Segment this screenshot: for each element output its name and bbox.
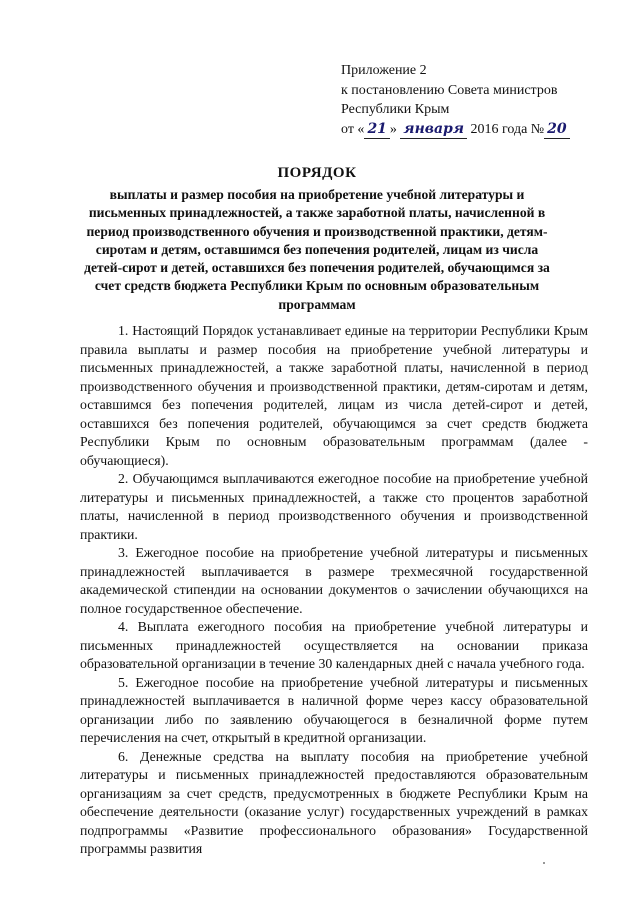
document-subtitle: выплаты и размер пособия на приобретение учебной литературы и письменных принадлежностей, а также заработной платы, начисленной в период производственного обучения и производственной практики, детям-сиротам и детям, оставшимся без попечения родителей, лицам из числа детей-сирот и детей, оставшихся без попечения родителей, обучающимся за счет средств бюджета Республики Крым по основным образовательным программам (84, 187, 550, 312)
date-prefix: от « (341, 121, 365, 137)
paragraph-5: 5. Ежегодное пособие на приобретение учебной литературы и письменных принадлежностей выплачивается в наличной форме через кассу образовательной организации либо по заявлению обучающегося в безналичной форме путем перечисления на счет, открытый в кредитной организации. (80, 674, 588, 745)
handwritten-month: января (400, 121, 467, 139)
paragraph-4: 4. Выплата ежегодного пособия на приобретение учебной литературы и письменных принадлежностей осуществляется на основании приказа образовательной организации в течение 30 календарных дней с начала учебного года. (80, 619, 588, 671)
paragraph-1: 1. Настоящий Порядок устанавливает единые на территории Республики Крым правила выплаты и размер пособия на приобретение учебной литературы и письменных принадлежностей, а также заработной платы, начисленной в период производственного обучения и производственной практики, детям-сиротам и детям, оставшимся без попечения родителей, лицам из числа детей-сирот и детей, оставшихся без попечения родителей, обучающимся за счет средств бюджета Республики Крым по основным образовательным программам (далее - обучающиеся). (80, 323, 588, 468)
appendix-block (341, 61, 621, 139)
appendix-resolution-ref: к постановлению Совета министров (341, 82, 558, 98)
scan-speck (543, 862, 545, 864)
paragraph-3: 3. Ежегодное пособие на приобретение учебной литературы и письменных принадлежностей выплачивается в размере трехмесячной государственной академической стипендии на основании документов о зачислении обучающихся на полное государственное обеспечение. (80, 545, 588, 616)
document-title: ПОРЯДОК (277, 165, 357, 181)
appendix-republic: Республики Крым (341, 102, 450, 117)
date-mid: » (389, 121, 401, 137)
paragraph-2: 2. Обучающимся выплачиваются ежегодное пособие на приобретение учебной литературы и письменных принадлежностей, а также сто процентов заработной платы, начисленной в период производственного обучения и производственной практики. (80, 471, 588, 542)
document-body (80, 322, 588, 859)
paragraph-6: 6. Денежные средства на выплату пособия на приобретение учебной литературы и письменных принадлежностей предоставляются образовательным организациям за счет средств, предусмотренных в бюджете Республики Крым на обеспечение деятельности (оказание услуг) государственных учреждений в рамках подпрограммы «Развитие профессионального образования» Государственной программы развития (80, 748, 588, 856)
handwritten-day: 21 (364, 121, 389, 139)
year-text: 2016 года (470, 121, 528, 137)
appendix-label: Приложение 2 (341, 63, 427, 78)
handwritten-number: 20 (544, 121, 569, 139)
number-prefix: № (530, 121, 545, 137)
document-heading (78, 165, 556, 314)
appendix-date-line (341, 120, 621, 140)
